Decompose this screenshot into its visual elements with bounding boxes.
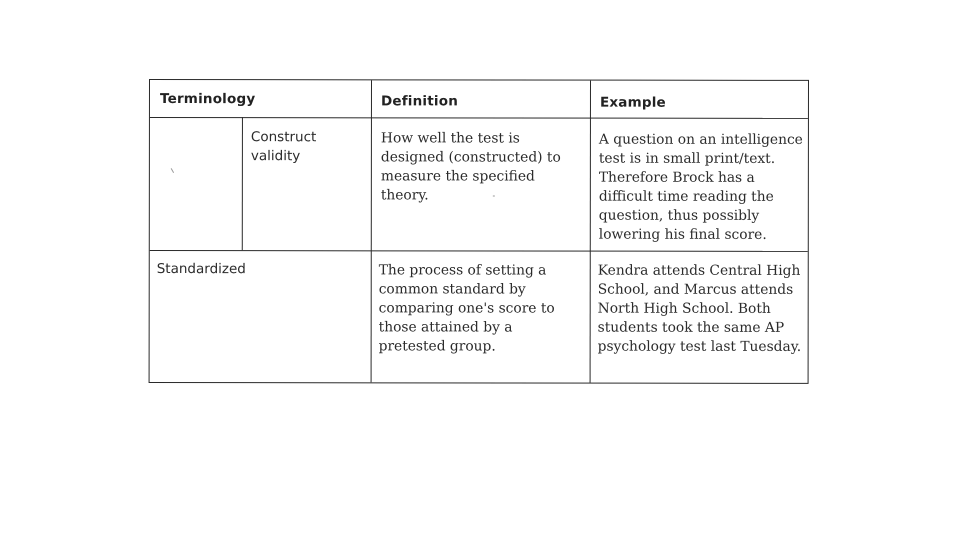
- term-construct-validity: Construct validity: [250, 129, 317, 164]
- header-example: Example: [599, 94, 666, 111]
- scan-speck: [493, 195, 495, 196]
- header-terminology: Terminology: [159, 91, 256, 108]
- terminology-table: [149, 79, 809, 384]
- example-standardized: Kendra attends Central High School, and Marcus attends North High School. Both students took the same AP psychology test last Tuesday.: [597, 262, 802, 355]
- term-standardized: Standardized: [156, 261, 246, 278]
- definition-construct-validity: How well the test is designed (constructed) to measure the specified theory.: [380, 130, 561, 204]
- scan-speck: [171, 168, 174, 173]
- header-divider: [150, 117, 808, 119]
- row-divider: [150, 250, 808, 252]
- header-definition: Definition: [380, 93, 459, 110]
- column-divider-2: [590, 81, 592, 383]
- example-construct-validity: A question on an intelligence test is in small print/text. Therefore Brock has a difficult time reading the question, thus possibly lowering his final score.: [598, 131, 803, 243]
- definition-standardized: The process of setting a common standard by comparing one's score to those attained by a pretested group.: [378, 262, 555, 355]
- column-divider-1: [371, 80, 373, 382]
- term-subcolumn-divider: [242, 117, 244, 250]
